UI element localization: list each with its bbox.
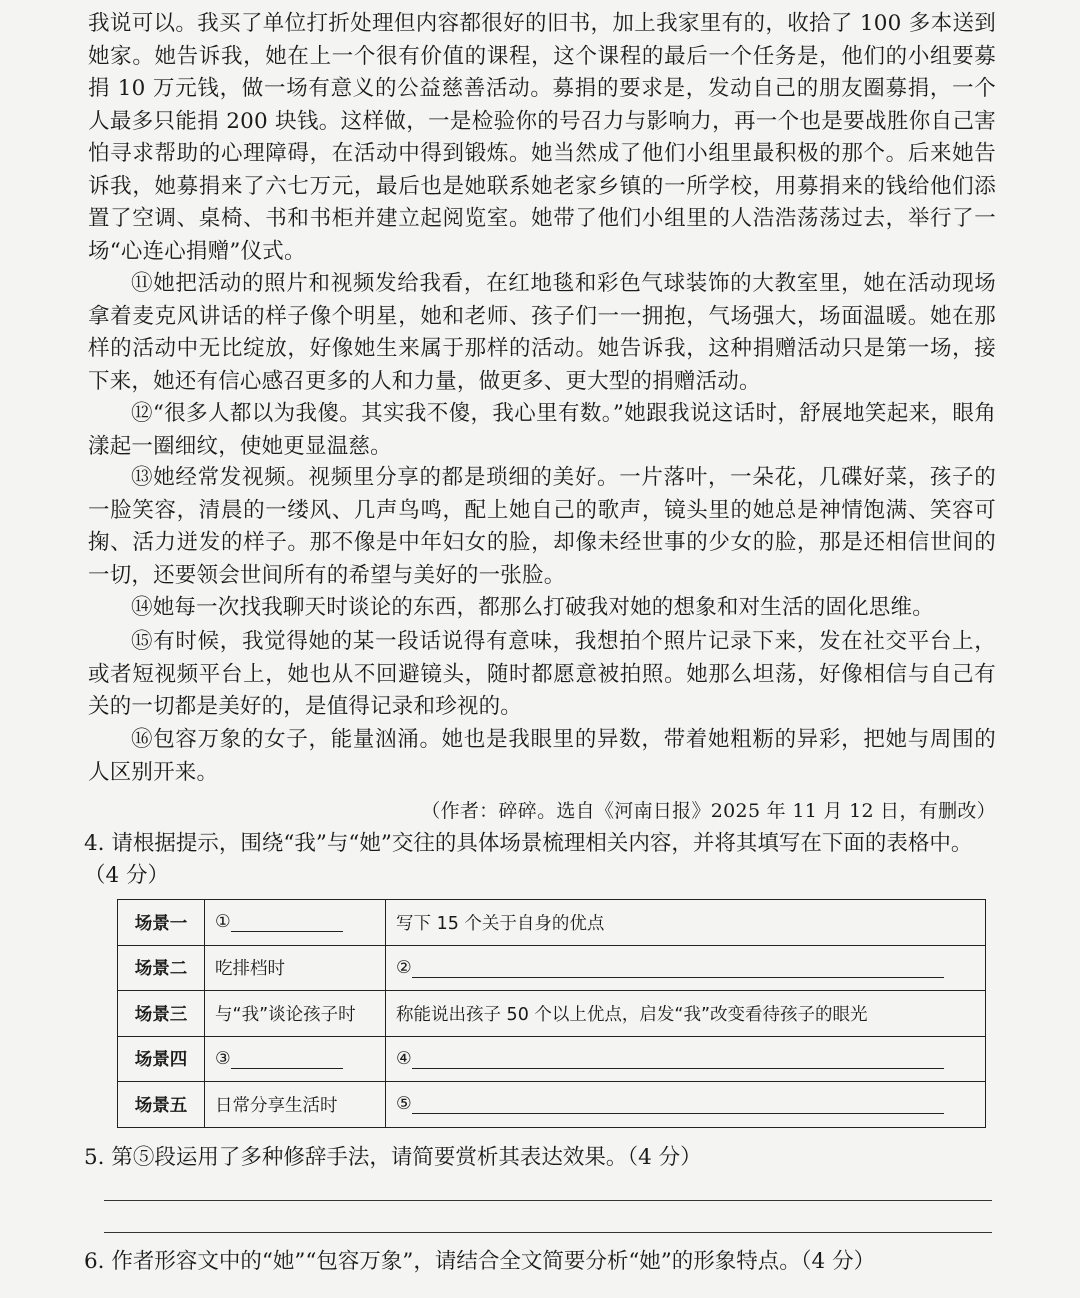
paragraph-10-continuation: 我说可以。我买了单位打折处理但内容都很好的旧书，加上我家里有的，收拾了 100 多本送到她家。她告诉我，她在上一个很有价值的课程，这个课程的最后一个任务是，他们的小组要募捐 10 万元钱，做一场有意义的公益慈善活动。募捐的要求是，发动自己的朋友圈募捐，一个人最多只能捐 200 块钱。这样做，一是检验你的号召力与影响力，再一个也是要战胜你自己害怕寻求帮助的心理障碍，在活动中得到锻炼。她当然成了他们小组里最积极的那个。后来她告诉我，她募捐来了六七万元，最后也是她联系她老家乡镇的一所学校，用募捐来的钱给他们添置了空调、桌椅、书和书柜并建立起阅览室。她带了他们小组里的人浩浩荡荡过去，举行了一场“心连心捐赠”仪式。 <box>88 11 996 264</box>
scene-label: 场景一 <box>118 900 205 946</box>
table-row <box>118 945 986 991</box>
scene-content-blank[interactable]: ② <box>386 945 986 991</box>
scene-label: 场景二 <box>118 945 205 991</box>
scene-content-blank[interactable]: ⑤ <box>386 1082 986 1128</box>
scene-table <box>117 899 986 1128</box>
table-row <box>118 900 986 946</box>
paragraph-14: ⑭她每一次找我聊天时谈论的东西，都那么打破我对她的想象和对生活的固化思维。 <box>131 595 934 620</box>
scene-label: 场景五 <box>118 1082 205 1128</box>
scene-context: 吃排档时 <box>205 945 386 991</box>
paragraph-16: ⑯包容万象的女子，能量汹涌。她也是我眼里的异数，带着她粗粝的异彩，把她与周围的人区别开来。 <box>88 727 996 785</box>
paragraph-15: ⑮有时候，我觉得她的某一段话说得有意味，我想拍个照片记录下来，发在社交平台上，或者短视频平台上，她也从不回避镜头，随时都愿意被拍照。她那么坦荡，好像相信与自己有关的一切都是美好的，是值得记录和珍视的。 <box>88 629 996 719</box>
scene-label: 场景四 <box>118 1036 205 1082</box>
question-5: 5. 第⑤段运用了多种修辞手法，请简要赏析其表达效果。（4 分） <box>84 1145 702 1170</box>
scene-label: 场景三 <box>118 991 205 1037</box>
paragraph-11: ⑪她把活动的照片和视频发给我看，在红地毯和彩色气球装饰的大教室里，她在活动现场拿着麦克风讲话的样子像个明星，她和老师、孩子们一一拥抱，气场强大，场面温暖。她在那样的活动中无比绽放，好像她生来属于那样的活动。她告诉我，这种捐赠活动只是第一场，接下来，她还有信心感召更多的人和力量，做更多、更大型的捐赠活动。 <box>88 271 996 394</box>
scene-context: 与“我”谈论孩子时 <box>205 991 386 1037</box>
source-citation: （作者：碎碎。选自《河南日报》2025 年 11 月 12 日，有删改） <box>421 800 996 822</box>
scene-content-blank[interactable]: ④ <box>386 1036 986 1082</box>
paragraph-12: ⑫“很多人都以为我傻。其实我不傻，我心里有数。”她跟我说这话时，舒展地笑起来，眼角漾起一圈细纹，使她更显温慈。 <box>88 401 996 459</box>
scene-content: 称能说出孩子 50 个以上优点，启发“我”改变看待孩子的眼光 <box>386 991 986 1037</box>
table-row <box>118 1082 986 1128</box>
scene-context-blank[interactable]: ③ <box>205 1036 386 1082</box>
question-6: 6. 作者形容文中的“她”“包容万象”，请结合全文简要分析“她”的形象特点。（4 分） <box>84 1249 876 1274</box>
scene-content: 写下 15 个关于自身的优点 <box>386 900 986 946</box>
question-4 <box>84 828 1004 892</box>
table-row <box>118 991 986 1037</box>
paragraph-13: ⑬她经常发视频。视频里分享的都是琐细的美好。一片落叶，一朵花，几碟好菜，孩子的一脸笑容，清晨的一缕风、几声鸟鸣，配上她自己的歌声，镜头里的她总是神情饱满、笑容可掬、活力迸发的样子。那不像是中年妇女的脸，却像未经世事的少女的脸，那是还相信世间的一切，还要领会世间所有的希望与美好的一张脸。 <box>88 465 996 588</box>
answer-line[interactable] <box>104 1200 992 1201</box>
scene-context-blank[interactable]: ① <box>205 900 386 946</box>
scene-context: 日常分享生活时 <box>205 1082 386 1128</box>
answer-line[interactable] <box>104 1232 992 1233</box>
question-4-score: （4 分） <box>84 863 170 888</box>
table-row <box>118 1036 986 1082</box>
question-4-text: 4. 请根据提示，围绕“我”与“她”交往的具体场景梳理相关内容，并将其填写在下面的表格中。 <box>84 831 973 856</box>
